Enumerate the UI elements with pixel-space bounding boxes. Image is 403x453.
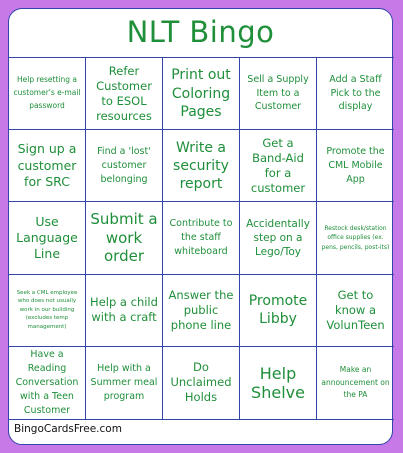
bingo-cell[interactable] [86,275,163,347]
bingo-card [8,8,393,445]
cell-text: Write a security report [173,139,229,192]
bingo-cell[interactable] [317,58,394,130]
bingo-cell[interactable] [163,202,240,274]
bingo-cell[interactable] [317,202,394,274]
bingo-grid [9,57,394,420]
cell-text: Have a Reading Conversation with a Teen Customer [15,349,79,416]
bingo-cell[interactable] [86,202,163,274]
bingo-cell[interactable] [86,130,163,202]
bingo-cell[interactable] [240,58,317,130]
bingo-cell[interactable] [9,347,86,419]
bingo-cell[interactable] [163,58,240,130]
bingo-cell[interactable] [86,58,163,130]
bingo-cell[interactable] [9,275,86,347]
cell-text: Promote Libby [248,293,308,328]
cell-text: Help resetting a customer's e-mail password [13,75,81,110]
cell-text: Answer the public phone line [168,287,234,332]
bingo-cell[interactable] [163,130,240,202]
bingo-cell[interactable] [240,275,317,347]
cell-text: Accidentally step on a Lego/Toy [246,217,310,259]
bingo-cell[interactable] [9,130,86,202]
cell-text: Get a Band-Aid for a customer [250,135,306,195]
cell-text: Submit a work order [90,209,158,266]
cell-text: Promote the CML Mobile App [326,146,385,185]
cell-text: Help a child with a craft [90,295,158,325]
bingo-cell[interactable] [240,202,317,274]
bingo-cell[interactable] [163,347,240,419]
footer-credit: BingoCardsFree.com [14,423,122,435]
cell-text: Contribute to the staff whiteboard [169,218,233,257]
cell-text: Make an announcement on the PA [321,364,390,400]
cell-text: Print out Coloring Pages [171,67,231,120]
cell-text: Restock desk/station office supplies (ex. pens, pencils, post-its) [321,225,390,251]
cell-text: Sell a Supply Item to a Customer [247,73,309,113]
bingo-cell[interactable] [317,130,394,202]
card-title: NLT Bingo [126,15,275,49]
cell-text: Seek a CML employee who does not usually work in our building (excludes temp management) [16,289,78,330]
bingo-cell[interactable] [9,202,86,274]
cell-text: Add a Staff Pick to the display [329,73,382,113]
cell-text: Do Unclaimed Holds [170,360,232,405]
cell-text: Help Shelve [251,363,305,402]
bingo-cell[interactable] [240,130,317,202]
bingo-cell[interactable] [86,347,163,419]
bingo-cell[interactable] [9,58,86,130]
bingo-cell[interactable] [240,347,317,419]
cell-text: Find a 'lost' customer belonging [97,146,151,185]
bingo-cell[interactable] [317,275,394,347]
bingo-cell[interactable] [163,275,240,347]
cell-text: Use Language Line [16,213,78,262]
cell-text: Get to know a VolunTeen [326,287,385,332]
cell-text: Help with a Summer meal program [90,363,158,402]
bingo-cell[interactable] [317,347,394,419]
cell-text: Refer Customer to ESOL resources [96,63,152,123]
cell-text: Sign up a customer for SRC [17,141,77,189]
